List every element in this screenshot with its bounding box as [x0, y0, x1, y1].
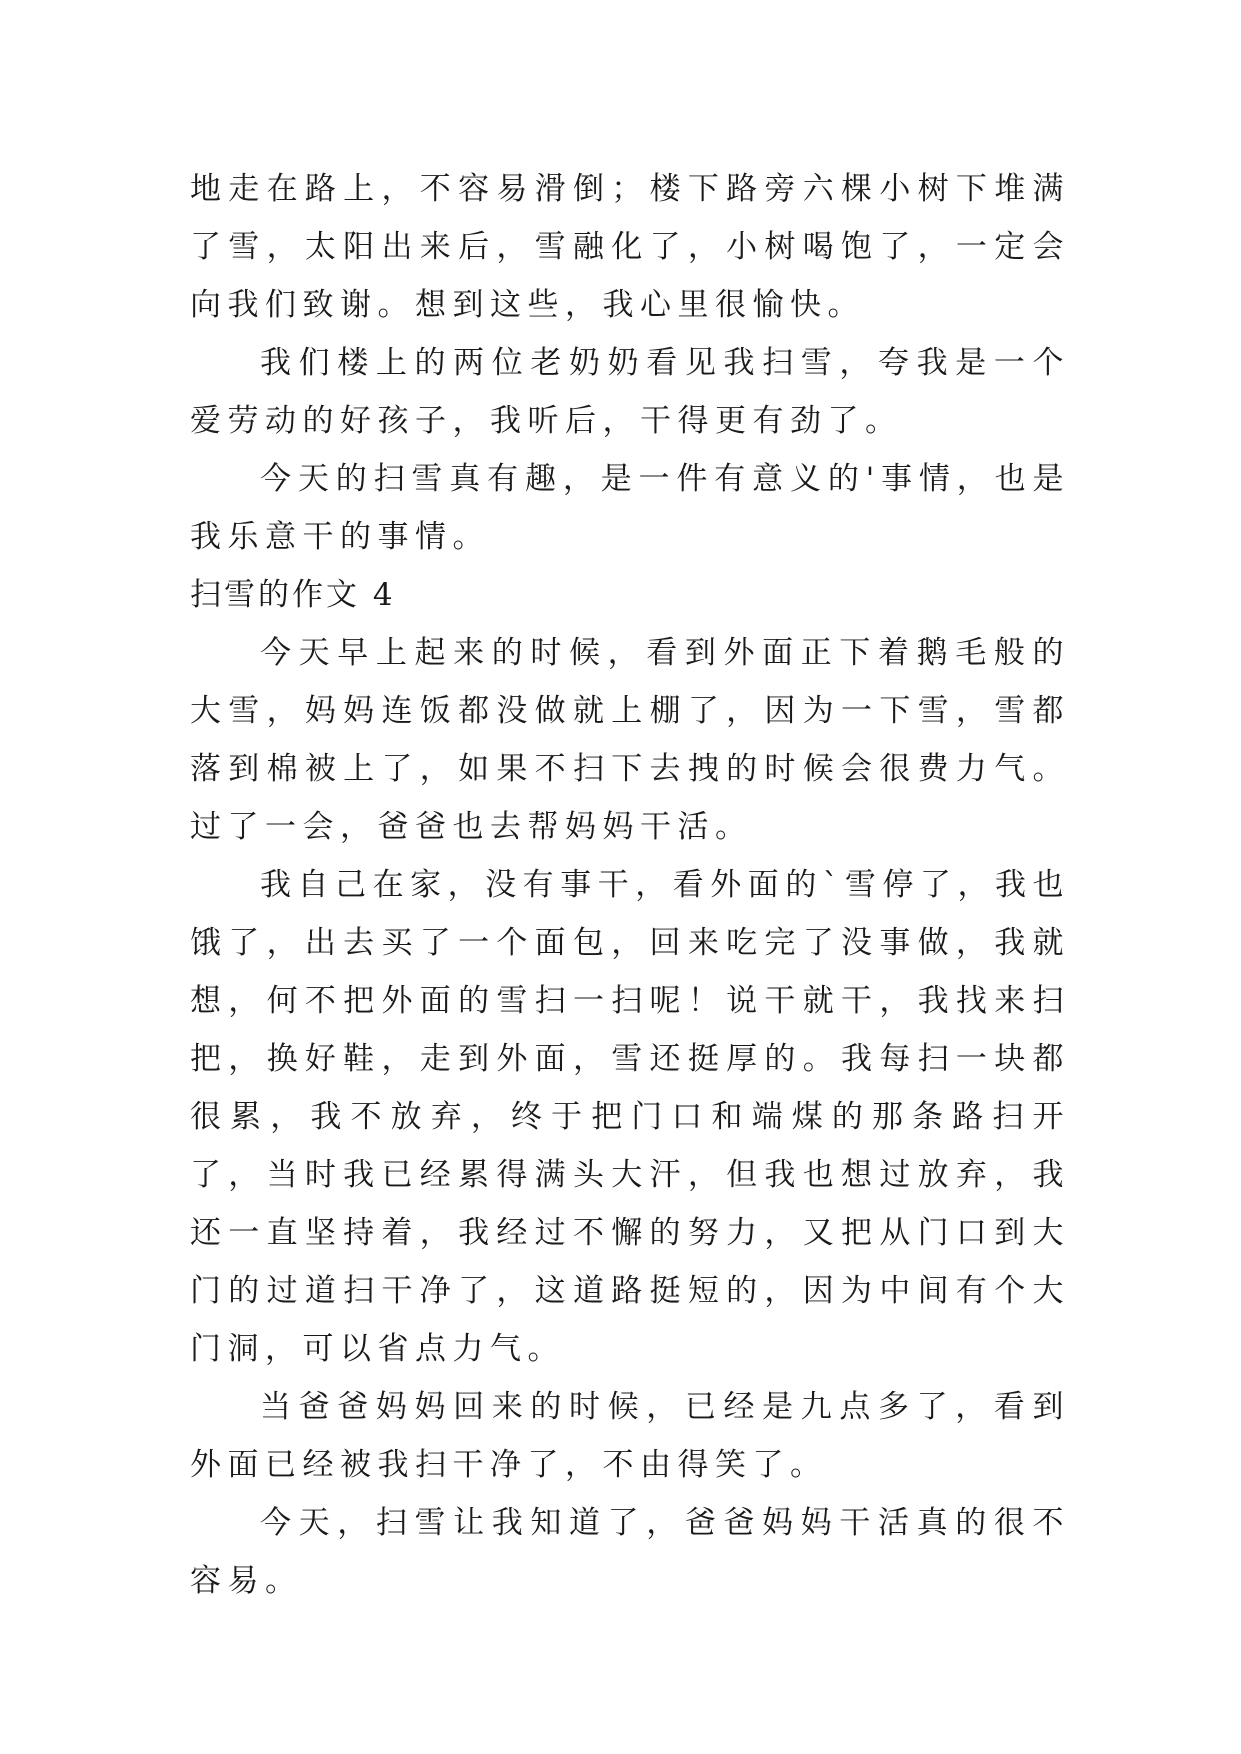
paragraph-sweeping-alone: 我自己在家，没有事干，看外面的`雪停了，我也饿了，出去买了一个面包，回来吃完了没事做，我就想，何不把外面的雪扫一扫呢！说干就干，我找来扫把，换好鞋，走到外面，雪还挺厚的。我每扫一块都很累，我不放弃，终于把门口和端煤的那条路扫开了，当时我已经累得满头大汗，但我也想过放弃，我还一直坚持着，我经过不懈的努力，又把从门口到大门的过道扫干净了，这道路挺短的，因为中间有个大门洞，可以省点力气。: [190, 867, 1070, 1367]
paragraph-parents-return: 当爸爸妈妈回来的时候，已经是九点多了，看到外面已经被我扫干净了，不由得笑了。: [190, 1389, 1070, 1483]
essay-heading: 扫雪的作文 4: [190, 577, 396, 613]
paragraph-meaningful-task: 今天的扫雪真有趣，是一件有意义的'事情，也是我乐意干的事情。: [190, 461, 1070, 555]
paragraph-conclusion: 今天，扫雪让我知道了，爸爸妈妈干活真的很不容易。: [190, 1505, 1070, 1599]
paragraph-grandmothers-praise: 我们楼上的两位老奶奶看见我扫雪，夸我是一个爱劳动的好孩子，我听后，干得更有劲了。: [190, 345, 1070, 439]
paragraph-morning-snow: 今天早上起来的时候，看到外面正下着鹅毛般的大雪，妈妈连饭都没做就上棚了，因为一下雪，雪都落到棉被上了，如果不扫下去拽的时候会很费力气。过了一会，爸爸也去帮妈妈干活。: [190, 635, 1070, 845]
document-body: [190, 160, 1070, 1610]
paragraph-snow-melting: 地走在路上，不容易滑倒；楼下路旁六棵小树下堆满了雪，太阳出来后，雪融化了，小树喝饱了，一定会向我们致谢。想到这些，我心里很愉快。: [190, 171, 1070, 323]
